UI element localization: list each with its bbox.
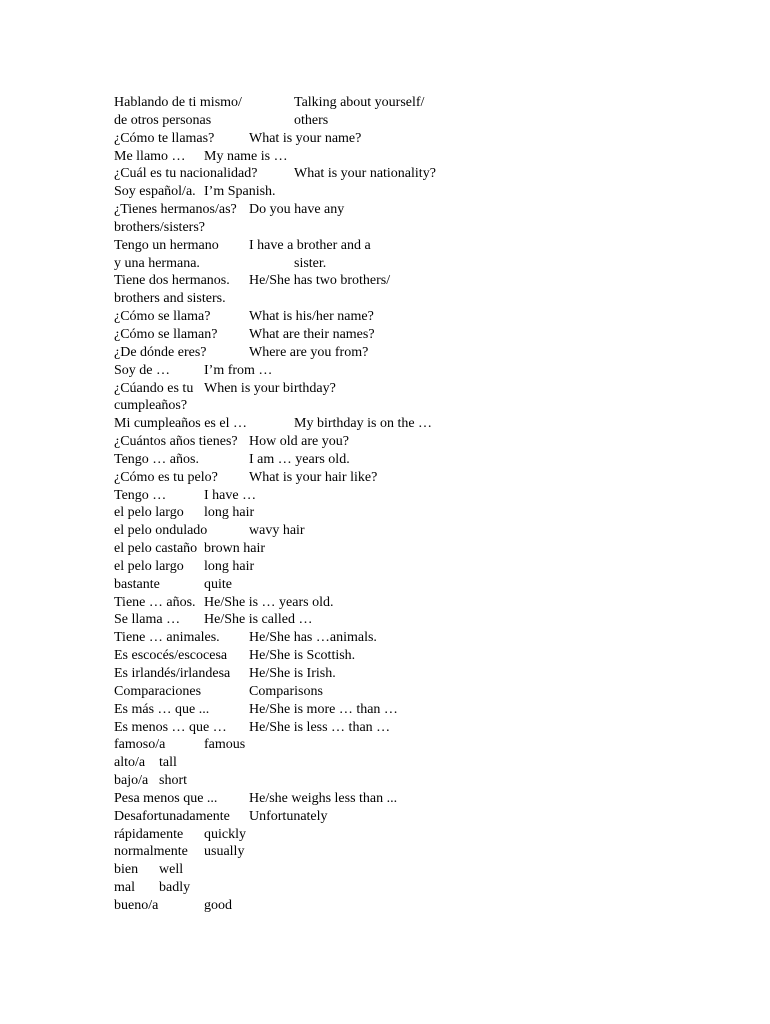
- english-translation: He/She is Irish.: [249, 666, 336, 681]
- vocab-row: [114, 165, 714, 183]
- english-translation: I have …: [204, 487, 257, 503]
- vocab-row: [114, 504, 714, 522]
- english-translation: wavy hair: [249, 523, 305, 539]
- english-translation: Do you have any: [249, 202, 345, 218]
- english-translation: He/She is less … than …: [249, 719, 391, 735]
- spanish-phrase: bien: [114, 862, 139, 878]
- english-translation: brothers/sisters?: [114, 219, 205, 235]
- vocab-row: [114, 397, 714, 415]
- vocab-row: [114, 772, 714, 790]
- vocab-row: [114, 576, 714, 594]
- vocab-row: [114, 594, 714, 612]
- english-translation: I’m from …: [204, 362, 273, 378]
- english-translation: What is your nationality?: [294, 166, 436, 182]
- spanish-phrase: Es más … que ...: [114, 701, 210, 717]
- spanish-phrase: y una hermana.: [114, 255, 200, 271]
- vocab-row: [114, 736, 714, 754]
- english-translation: How old are you?: [249, 434, 349, 450]
- spanish-phrase: alto/a: [114, 755, 146, 771]
- english-translation: When is your birthday?: [204, 380, 336, 396]
- english-translation: long hair: [204, 558, 255, 574]
- english-translation: badly: [159, 880, 191, 896]
- vocab-row: [114, 94, 714, 112]
- vocab-row: [114, 522, 714, 540]
- spanish-phrase: el pelo largo: [114, 505, 184, 521]
- english-translation: My name is …: [204, 148, 288, 164]
- english-translation: He/She is more … than …: [249, 701, 398, 717]
- english-translation: sister.: [294, 255, 327, 271]
- spanish-phrase: ¿Tienes hermanos/as?: [114, 202, 237, 218]
- vocab-row: [114, 308, 714, 326]
- vocab-row: [114, 219, 714, 237]
- vocab-row: [114, 326, 714, 344]
- english-translation: usually: [204, 844, 245, 860]
- vocab-row: [114, 255, 714, 273]
- vocab-row: [114, 826, 714, 844]
- vocab-row: [114, 558, 714, 576]
- spanish-phrase: el pelo largo: [114, 558, 184, 574]
- spanish-phrase: el pelo castaño: [114, 541, 198, 557]
- vocab-row: [114, 719, 714, 737]
- spanish-phrase: ¿De dónde eres?: [114, 344, 207, 360]
- spanish-phrase: Desafortunadamente: [114, 808, 230, 824]
- english-translation: good: [204, 897, 232, 913]
- english-translation: I have a brother and a: [249, 237, 371, 253]
- vocab-row: [114, 701, 714, 719]
- english-translation: brown hair: [204, 541, 266, 557]
- english-translation: He/She is called …: [204, 612, 313, 628]
- english-translation: brothers and sisters.: [114, 291, 226, 307]
- english-translation: tall: [159, 755, 177, 771]
- vocab-row: [114, 362, 714, 380]
- spanish-phrase: ¿Cuál es tu nacionalidad?: [114, 166, 258, 182]
- vocab-row: [114, 290, 714, 308]
- spanish-phrase: bueno/a: [114, 897, 159, 913]
- spanish-phrase: bajo/a: [114, 773, 149, 789]
- spanish-phrase: famoso/a: [114, 737, 166, 753]
- spanish-phrase: Me llamo …: [114, 148, 186, 164]
- english-translation: quite: [204, 576, 232, 592]
- vocab-row: [114, 647, 714, 665]
- vocab-row: [114, 879, 714, 897]
- spanish-phrase: normalmente: [114, 844, 188, 860]
- english-translation: Talking about yourself/: [294, 95, 425, 110]
- vocab-row: [114, 897, 714, 915]
- spanish-phrase: Es menos … que …: [114, 719, 227, 735]
- vocab-row: [114, 683, 714, 701]
- vocab-row: [114, 201, 714, 219]
- vocab-row: [114, 665, 714, 683]
- vocab-row: [114, 861, 714, 879]
- english-translation: He/she weighs less than ...: [249, 790, 398, 806]
- vocab-row: [114, 540, 714, 558]
- vocab-row: [114, 237, 714, 255]
- vocab-row: [114, 183, 714, 201]
- english-translation: I’m Spanish.: [204, 184, 276, 200]
- english-translation: What are their names?: [249, 326, 375, 342]
- vocab-row: [114, 148, 714, 166]
- vocab-row: [114, 611, 714, 629]
- vocab-row: [114, 629, 714, 647]
- vocab-row: [114, 415, 714, 433]
- vocab-row: [114, 469, 714, 487]
- spanish-phrase: Soy de …: [114, 362, 170, 378]
- vocab-row: [114, 130, 714, 148]
- vocab-row: [114, 843, 714, 861]
- spanish-phrase: rápidamente: [114, 826, 184, 842]
- english-translation: What is his/her name?: [249, 309, 374, 325]
- spanish-phrase: Tengo un hermano: [114, 237, 219, 253]
- english-translation: He/She has …animals.: [249, 630, 377, 646]
- vocab-row: [114, 344, 714, 362]
- vocab-row: [114, 451, 714, 469]
- spanish-phrase: el pelo ondulado: [114, 523, 208, 539]
- vocab-row: [114, 487, 714, 505]
- english-translation: quickly: [204, 826, 246, 842]
- spanish-phrase: Tiene … años.: [114, 594, 196, 610]
- spanish-phrase: Tengo …: [114, 487, 167, 503]
- english-translation: short: [159, 773, 187, 789]
- spanish-phrase: Es irlandés/irlandesa: [114, 666, 231, 681]
- spanish-phrase: ¿Cómo se llama?: [114, 309, 211, 325]
- spanish-phrase: cumpleaños?: [114, 398, 188, 414]
- spanish-phrase: Tiene dos hermanos.: [114, 273, 230, 289]
- vocab-row: [114, 112, 714, 130]
- vocab-row: [114, 790, 714, 808]
- english-translation: What is your name?: [249, 130, 362, 146]
- vocab-row: [114, 272, 714, 290]
- spanish-phrase: Tiene … animales.: [114, 630, 220, 646]
- spanish-phrase: Mi cumpleaños es el …: [114, 416, 247, 432]
- spanish-phrase: mal: [114, 880, 135, 896]
- spanish-phrase: Soy español/a.: [114, 184, 196, 200]
- spanish-phrase: Pesa menos que ...: [114, 790, 218, 806]
- spanish-phrase: ¿Cómo te llamas?: [114, 130, 215, 146]
- spanish-phrase: Hablando de ti mismo/: [114, 95, 242, 110]
- english-translation: Comparisons: [249, 683, 323, 699]
- english-translation: famous: [204, 737, 246, 753]
- english-translation: What is your hair like?: [249, 469, 378, 485]
- spanish-phrase: Comparaciones: [114, 683, 202, 699]
- english-translation: well: [159, 862, 184, 878]
- spanish-phrase: bastante: [114, 576, 160, 592]
- vocab-row: [114, 380, 714, 398]
- vocab-row: [114, 754, 714, 772]
- english-translation: others: [294, 112, 329, 128]
- spanish-phrase: Se llama …: [114, 612, 181, 628]
- spanish-phrase: ¿Cómo es tu pelo?: [114, 469, 218, 485]
- spanish-phrase: de otros personas: [114, 112, 212, 128]
- english-translation: He/She is … years old.: [204, 594, 334, 610]
- english-translation: He/She is Scottish.: [249, 648, 356, 664]
- spanish-phrase: ¿Cómo se llaman?: [114, 326, 218, 342]
- vocab-row: [114, 433, 714, 451]
- spanish-phrase: Es escocés/escocesa: [114, 648, 228, 664]
- english-translation: long hair: [204, 505, 255, 521]
- english-translation: Where are you from?: [249, 344, 369, 360]
- english-translation: He/She has two brothers/: [249, 273, 391, 289]
- english-translation: My birthday is on the …: [294, 416, 433, 432]
- vocabulary-list: [114, 94, 714, 915]
- english-translation: I am … years old.: [249, 451, 350, 467]
- spanish-phrase: Tengo … años.: [114, 451, 199, 467]
- vocab-row: [114, 808, 714, 826]
- spanish-phrase: ¿Cuántos años tienes?: [114, 434, 238, 450]
- english-translation: Unfortunately: [249, 808, 328, 824]
- spanish-phrase: ¿Cúando es tu: [114, 380, 194, 396]
